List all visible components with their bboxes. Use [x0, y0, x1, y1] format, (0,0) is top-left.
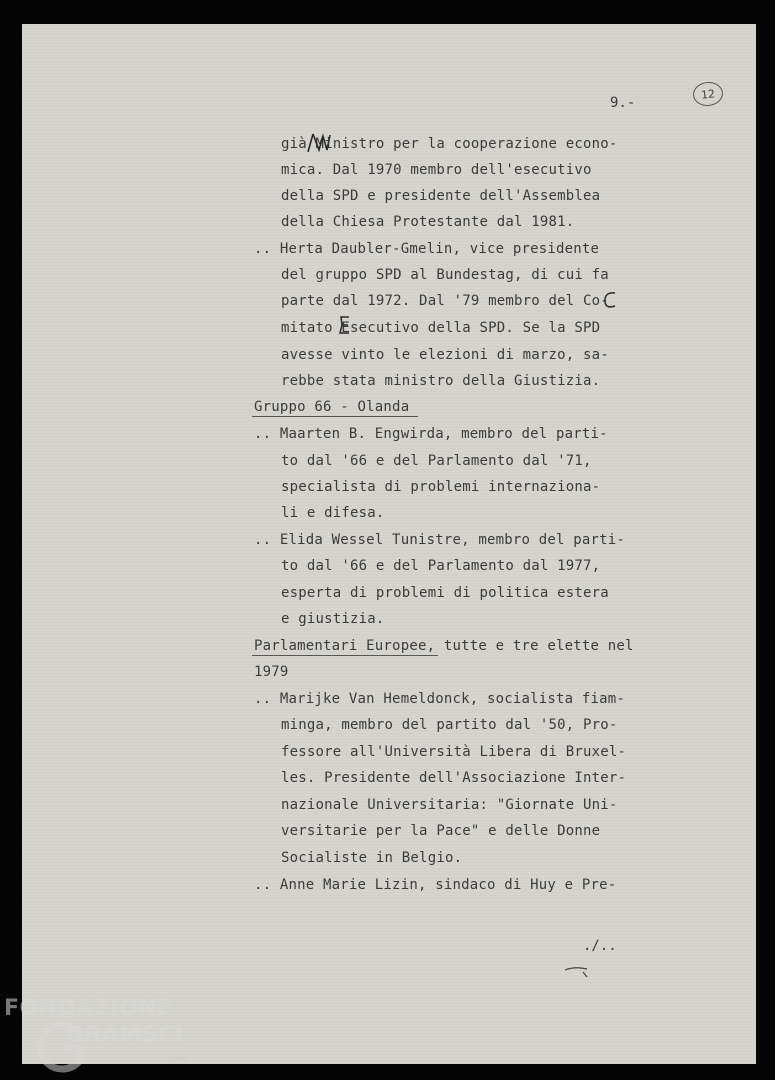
text-line: parte dal 1972. Dal '79 membro del Co- — [281, 293, 609, 309]
handwritten-correction-mark — [305, 130, 333, 156]
text-line: minga, membro del partito dal '50, Pro- — [281, 717, 618, 733]
heading-underline — [252, 655, 438, 656]
text-line: già Ministro per la cooperazione econo- — [281, 136, 618, 152]
text-line: .. Marijke Van Hemeldonck, socialista fiam- — [254, 691, 626, 707]
text-line: rebbe stata ministro della Giustizia. — [281, 373, 601, 389]
text-line: della Chiesa Protestante dal 1981. — [281, 214, 575, 230]
text-line: e giustizia. — [281, 611, 385, 627]
text-line: specialista di problemi internaziona- — [281, 479, 601, 495]
text-line: esperta di problemi di politica estera — [281, 585, 609, 601]
text-line: versitarie per la Pace" e delle Donne — [281, 823, 601, 839]
text-line: nazionale Universitaria: "Giornate Uni- — [281, 797, 618, 813]
watermark-subtitle: GRAMSCI — [66, 1023, 184, 1048]
watermark-title: FONDAZIONE — [4, 996, 173, 1021]
text-line: del gruppo SPD al Bundestag, di cui fa — [281, 267, 609, 283]
page-number: 9.- — [610, 95, 636, 111]
handwritten-correction-mark — [602, 290, 618, 310]
text-line: mitato Esecutivo della SPD. Se la SPD — [281, 320, 601, 336]
text-line: Socialiste in Belgio. — [281, 850, 463, 866]
archive-watermark — [4, 996, 204, 1076]
text-line: li e difesa. — [281, 505, 385, 521]
text-line: .. Herta Daubler-Gmelin, vice presidente — [254, 241, 600, 257]
watermark-onlus: onlus — [164, 1053, 189, 1063]
section-heading: Gruppo 66 - Olanda — [254, 399, 410, 415]
section-heading: Parlamentari Europee, tutte e tre elette nel — [254, 638, 634, 654]
text-line: les. Presidente dell'Associazione Inter- — [281, 770, 627, 786]
archive-number-stamp: 12 — [692, 80, 724, 107]
text-line: 1979 — [254, 664, 289, 680]
text-line: .. Elida Wessel Tunistre, membro del parti- — [254, 532, 626, 548]
pen-scribble — [563, 962, 593, 980]
continuation-mark: ./.. — [583, 938, 617, 954]
text-line: .. Maarten B. Engwirda, membro del parti- — [254, 426, 608, 442]
handwritten-correction-mark — [337, 314, 353, 336]
text-line: della SPD e presidente dell'Assemblea — [281, 188, 601, 204]
text-line: avesse vinto le elezioni di marzo, sa- — [281, 347, 609, 363]
text-line: fessore all'Università Libera di Bruxel- — [281, 744, 627, 760]
heading-underline — [252, 416, 418, 417]
text-line: .. Anne Marie Lizin, sindaco di Huy e Pre- — [254, 877, 617, 893]
text-line: mica. Dal 1970 membro dell'esecutivo — [281, 162, 592, 178]
text-line: to dal '66 e del Parlamento dal 1977, — [281, 558, 601, 574]
text-line: to dal '66 e del Parlamento dal '71, — [281, 453, 592, 469]
